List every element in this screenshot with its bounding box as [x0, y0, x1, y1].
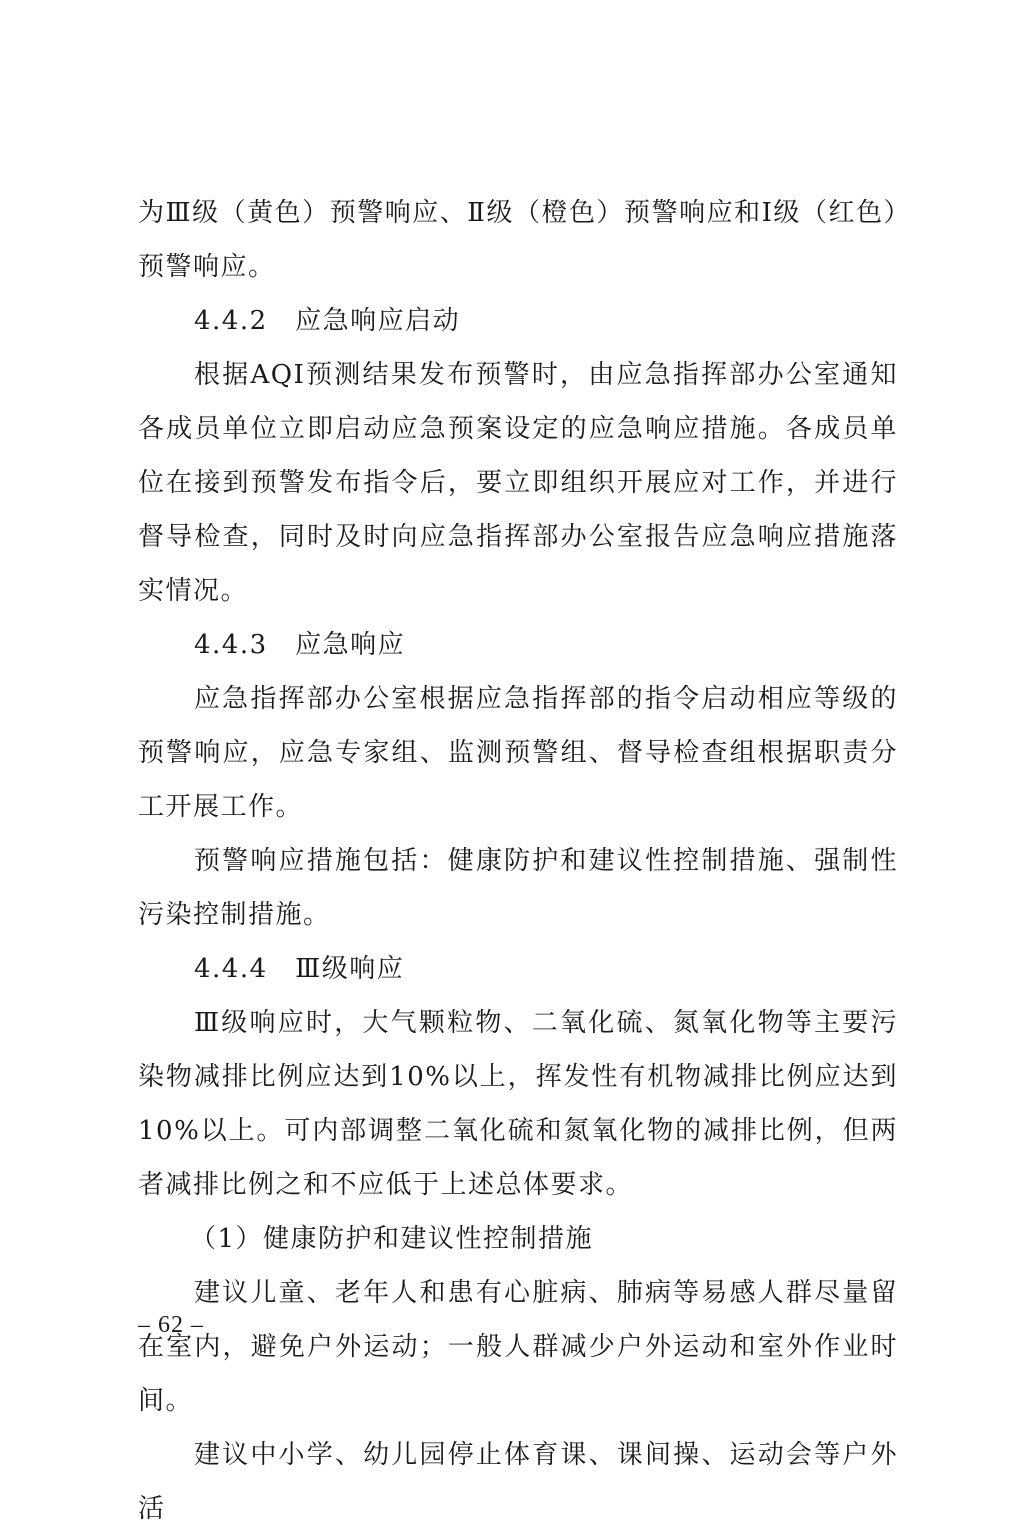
- paragraph-level-three-response: Ⅲ级响应时，大气颗粒物、二氧化硫、氮氧化物等主要污染物减排比例应达到10%以上，挥发性有机物减排比例应达到10%以上。可内部调整二氧化硫和氮氧化物的减排比例，但两者减排比例之和不应低于上述总体要求。: [138, 1008, 898, 1200]
- section-heading-4-4-3: 4.4.3 应急响应: [194, 630, 406, 660]
- paragraph-continuation: 为Ⅲ级（黄色）预警响应、Ⅱ级（橙色）预警响应和Ⅰ级（红色）预警响应。: [138, 198, 898, 282]
- paragraph-response-measures: 预警响应措施包括：健康防护和建议性控制措施、强制性污染控制措施。: [138, 846, 898, 930]
- page-number: – 62 –: [138, 1312, 204, 1338]
- section-heading-4-4-2: 4.4.2 应急响应启动: [194, 306, 461, 336]
- paragraph-emergency-response: 应急指挥部办公室根据应急指挥部的指令启动相应等级的预警响应，应急专家组、监测预警组、督导检查组根据职责分工开展工作。: [138, 684, 898, 822]
- sub-heading-health-protection: （1）健康防护和建议性控制措施: [190, 1224, 594, 1254]
- section-heading-4-4-4: 4.4.4 Ⅲ级响应: [194, 954, 405, 984]
- paragraph-response-start: 根据AQI预测结果发布预警时，由应急指挥部办公室通知各成员单位立即启动应急预案设定的应急响应措施。各成员单位在接到预警发布指令后，要立即组织开展应对工作，并进行督导检查，同时及时向应急指挥部办公室报告应急响应措施落实情况。: [138, 360, 898, 606]
- paragraph-sensitive-groups: 建议儿童、老年人和患有心脏病、肺病等易感人群尽量留在室内，避免户外运动；一般人群减少户外运动和室外作业时间。: [138, 1278, 898, 1416]
- document-body: [138, 186, 898, 1536]
- paragraph-schools: 建议中小学、幼儿园停止体育课、课间操、运动会等户外活: [138, 1440, 898, 1524]
